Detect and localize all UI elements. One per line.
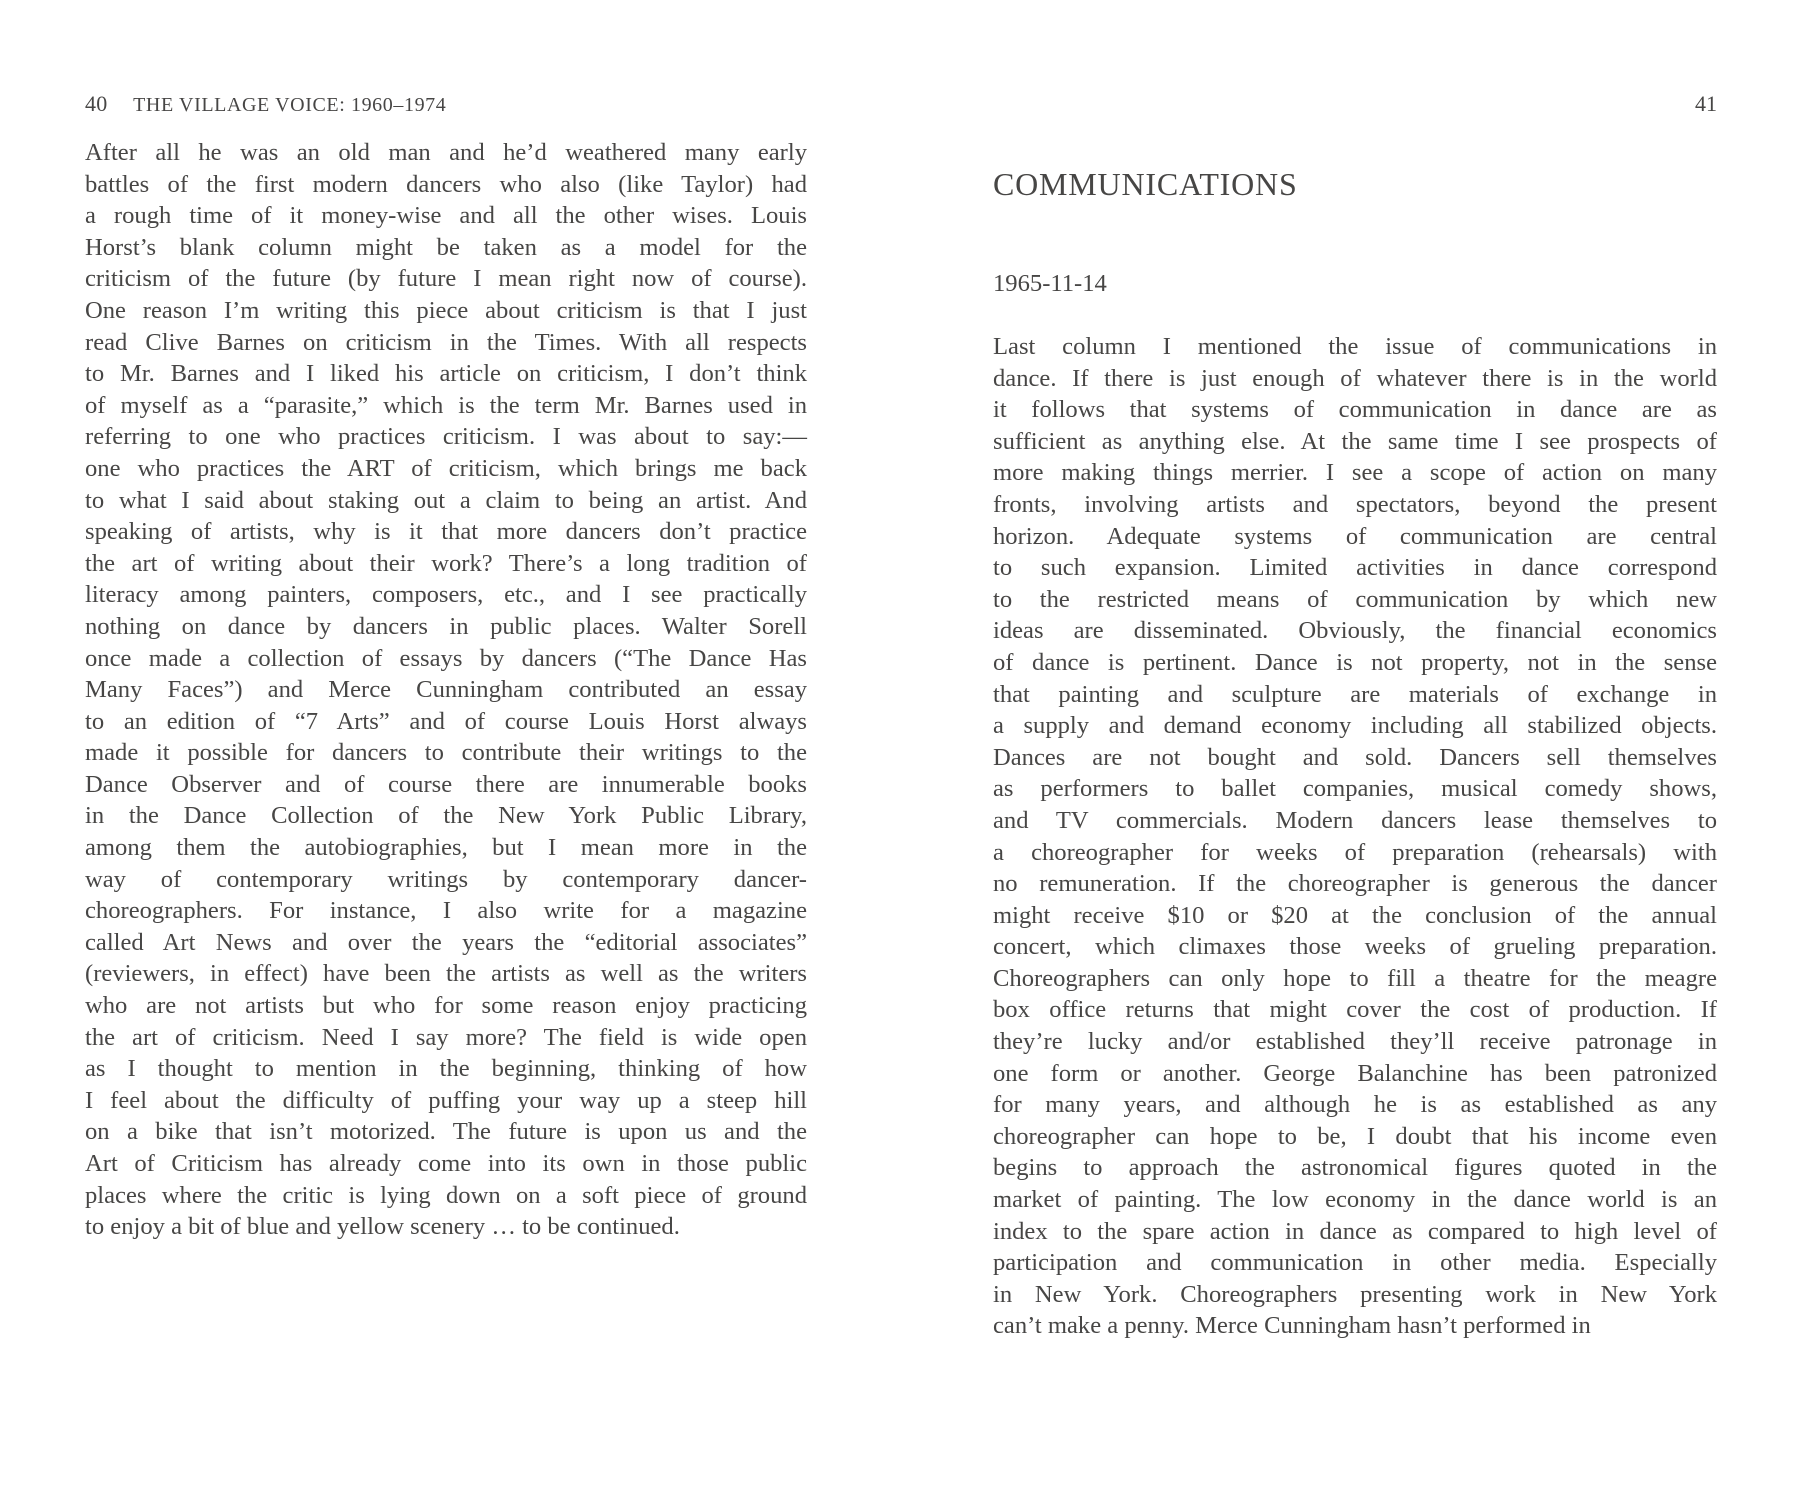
text-line: After all he was an old man and he’d weathered many early (85, 139, 807, 166)
text-line: in New York. Choreographers presenting work in New York (993, 1280, 1717, 1308)
text-line: One reason I’m writing this piece about criticism is that I just (85, 296, 807, 324)
text-line: referring to one who practices criticism. I was about to say:— (85, 423, 807, 451)
text-line: a supply and demand economy including all stabilized objects. (993, 712, 1717, 740)
text-line: made it possible for dancers to contribute their writings to the (85, 739, 807, 767)
text-line: index to the spare action in dance as compared to high level of (993, 1217, 1717, 1245)
text-line: in the Dance Collection of the New York Public Library, (85, 802, 807, 830)
text-line: literacy among painters, composers, etc., and I see practically (85, 581, 807, 609)
text-line: one who practices the ART of criticism, which brings me back (85, 454, 807, 482)
text-line: Last column I mentioned the issue of communications in (993, 333, 1717, 360)
text-line: they’re lucky and/or established they’ll receive patronage in (993, 1028, 1717, 1056)
text-line: the art of criticism. Need I say more? The field is wide open (85, 1023, 807, 1051)
text-line: begins to approach the astronomical figures quoted in the (993, 1154, 1717, 1182)
text-line: Many Faces”) and Merce Cunningham contributed an essay (85, 676, 807, 704)
text-line: to the restricted means of communication by which new (993, 585, 1717, 613)
text-line: it follows that systems of communication in dance are as (993, 396, 1717, 424)
text-line: battles of the first modern dancers who also (like Taylor) had (85, 170, 807, 198)
text-line: Horst’s blank column might be taken as a model for the (85, 233, 807, 261)
section-title: COMMUNICATIONS (993, 166, 1298, 202)
left-body-text (85, 137, 807, 1243)
running-head (85, 90, 446, 119)
text-line: no remuneration. If the choreographer is generous the dancer (993, 870, 1717, 898)
text-line: can’t make a penny. Merce Cunningham hasn’t performed in (993, 1312, 1591, 1340)
text-line: one form or another. George Balanchine has been patronized (993, 1059, 1717, 1087)
text-line: the art of writing about their work? There’s a long tradition of (85, 549, 807, 577)
text-line: nothing on dance by dancers in public places. Walter Sorell (85, 612, 807, 640)
dateline: 1965-11-14 (993, 270, 1107, 297)
text-line: fronts, involving artists and spectators, beyond the present (993, 490, 1717, 518)
text-line: Art of Criticism has already come into its own in those public (85, 1150, 807, 1177)
text-line: for many years, and although he is as established as any (993, 1091, 1717, 1119)
text-line: choreographer can hope to be, I doubt that his income even (993, 1122, 1717, 1150)
text-line: might receive $10 or $20 at the conclusion of the annual (993, 901, 1717, 929)
text-line: called Art News and over the years the “editorial associates” (85, 928, 807, 956)
text-line: box office returns that might cover the cost of production. If (993, 996, 1717, 1024)
text-line: Dance Observer and of course there are innumerable books (85, 770, 807, 798)
running-head-title: THE VILLAGE VOICE: 1960–1974 (133, 94, 447, 116)
text-line: to Mr. Barnes and I liked his article on criticism, I don’t think (85, 360, 807, 388)
text-line: horizon. Adequate systems of communication are central (993, 522, 1717, 550)
text-line: on a bike that isn’t motorized. The future is upon us and the (85, 1118, 807, 1146)
page-number-right: 41 (1695, 91, 1717, 116)
text-line: criticism of the future (by future I mean right now of course). (85, 265, 807, 293)
text-line: sufficient as anything else. At the same time I see prospects of (993, 427, 1717, 455)
text-line: I feel about the difficulty of puffing your way up a steep hill (85, 1086, 807, 1114)
text-line: that painting and sculpture are materials of exchange in (993, 680, 1717, 708)
text-line: choreographers. For instance, I also write for a magazine (85, 897, 807, 925)
text-line: more making things merrier. I see a scope of action on many (993, 459, 1717, 487)
text-line: places where the critic is lying down on a soft piece of ground (85, 1181, 807, 1209)
text-line: read Clive Barnes on criticism in the Times. With all respects (85, 328, 807, 356)
text-line: as I thought to mention in the beginning, thinking of how (85, 1055, 807, 1083)
text-line: ideas are disseminated. Obviously, the financial economics (993, 617, 1717, 645)
text-line: a choreographer for weeks of preparation (rehearsals) with (993, 838, 1717, 866)
text-line: among them the autobiographies, but I mean more in the (85, 834, 807, 862)
text-line: participation and communication in other media. Especially (993, 1249, 1717, 1277)
text-line: Choreographers can only hope to fill a theatre for the meagre (993, 964, 1717, 992)
text-line: to what I said about staking out a claim to being an artist. And (85, 486, 807, 514)
text-line: to enjoy a bit of blue and yellow scenery … to be continued. (85, 1213, 680, 1241)
text-line: and TV commercials. Modern dancers lease themselves to (993, 806, 1717, 834)
right-body-text (993, 331, 1717, 1342)
text-line: concert, which climaxes those weeks of grueling preparation. (993, 933, 1717, 961)
page-number-left: 40 (85, 91, 108, 116)
text-line: (reviewers, in effect) have been the artists as well as the writers (85, 960, 807, 988)
text-line: speaking of artists, why is it that more dancers don’t practice (85, 518, 807, 546)
text-line: dance. If there is just enough of whatever there is in the world (993, 364, 1717, 392)
text-line: market of painting. The low economy in the dance world is an (993, 1186, 1717, 1214)
text-line: to such expansion. Limited activities in dance correspond (993, 554, 1717, 582)
text-line: way of contemporary writings by contemporary dancer- (85, 865, 807, 893)
text-line: once made a collection of essays by dancers (“The Dance Has (85, 644, 807, 672)
text-line: Dances are not bought and sold. Dancers sell themselves (993, 743, 1717, 771)
text-line: a rough time of it money-wise and all the other wises. Louis (85, 202, 807, 230)
text-line: who are not artists but who for some reason enjoy practicing (85, 992, 807, 1020)
text-line: of dance is pertinent. Dance is not property, not in the sense (993, 648, 1717, 676)
text-line: of myself as a “parasite,” which is the term Mr. Barnes used in (85, 391, 807, 419)
text-line: as performers to ballet companies, musical comedy shows, (993, 775, 1717, 803)
text-line: to an edition of “7 Arts” and of course Louis Horst always (85, 707, 807, 735)
